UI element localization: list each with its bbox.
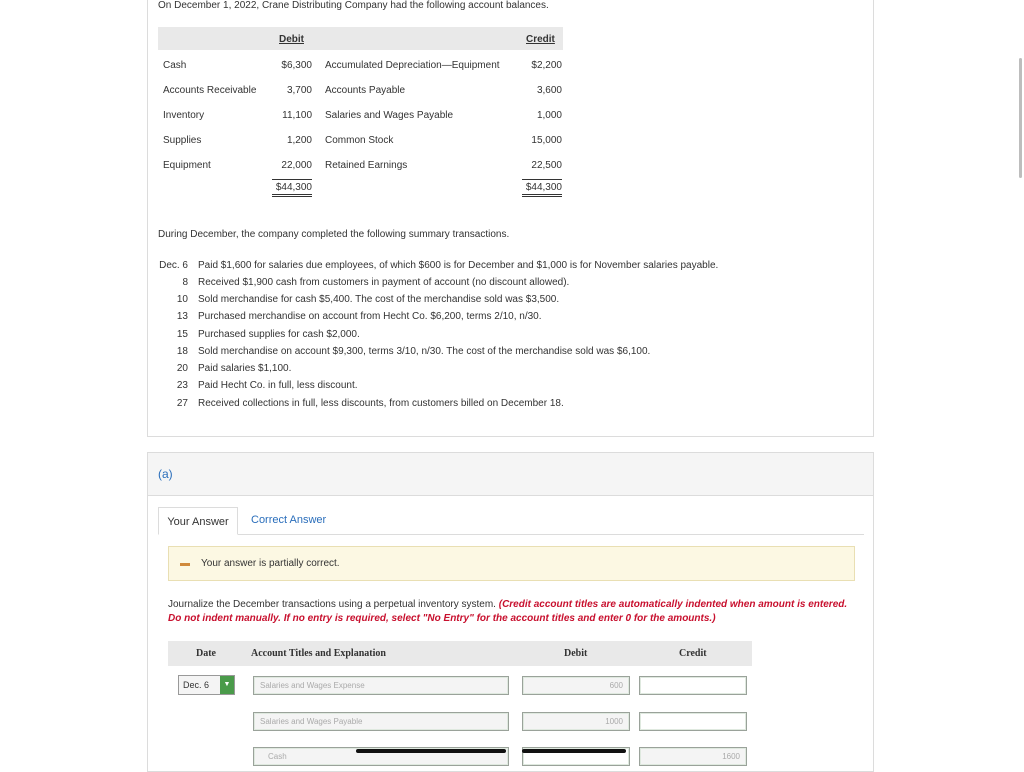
date-column-header: Date [196, 648, 216, 659]
credit-amount: 1,000 [536, 110, 562, 121]
transaction-date: 23 [176, 380, 188, 391]
transactions-intro: During December, the company completed the following summary transactions. [158, 229, 510, 240]
transaction-text: Sold merchandise on account $9,300, terms 3/10, n/30. The cost of the merchandise sold was $6,100. [198, 346, 651, 357]
intro-text: On December 1, 2022, Crane Distributing Company had the following account balances. [158, 0, 549, 11]
debit-input[interactable]: 1000 [522, 712, 630, 731]
feedback-text: Your answer is partially correct. [201, 558, 340, 569]
account-title-input[interactable]: Salaries and Wages Payable [253, 712, 509, 731]
transaction-date: 13 [176, 311, 188, 322]
dropdown-arrow-icon[interactable]: ▼ [220, 676, 234, 694]
transaction-date: 18 [176, 346, 188, 357]
transaction-text: Paid salaries $1,100. [198, 363, 292, 374]
debit-account: Supplies [163, 135, 202, 146]
debit-column-header: Debit [564, 648, 588, 659]
credit-amount: 15,000 [531, 135, 562, 146]
tabs-divider [158, 534, 864, 535]
part-label: (a) [158, 467, 173, 481]
instructions [168, 598, 848, 626]
credit-amount: 3,600 [536, 85, 562, 96]
credit-account: Common Stock [325, 135, 394, 146]
debit-account: Cash [163, 60, 187, 71]
credit-total: $44,300 [522, 179, 562, 197]
debit-total: $44,300 [272, 179, 312, 197]
credit-input[interactable] [639, 712, 747, 731]
transaction-text: Purchased merchandise on account from Hecht Co. $6,200, terms 2/10, n/30. [198, 311, 542, 322]
credit-column-header: Credit [679, 648, 707, 659]
debit-account: Equipment [163, 160, 211, 171]
debit-amount: $6,300 [281, 60, 312, 71]
transaction-text: Received collections in full, less discounts, from customers billed on December 18. [198, 398, 564, 409]
part-header [148, 453, 873, 496]
debit-amount: 22,000 [281, 160, 312, 171]
account-title-input[interactable]: Cash [253, 747, 509, 766]
credit-amount: $2,200 [531, 60, 562, 71]
debit-amount: 3,700 [286, 85, 312, 96]
transaction-date: Dec. 6 [159, 260, 188, 271]
partial-correct-icon [180, 563, 190, 566]
credit-account: Retained Earnings [325, 160, 408, 171]
debit-header: Debit [279, 34, 304, 45]
account-column-header: Account Titles and Explanation [251, 648, 386, 659]
date-select-value: Dec. 6 [183, 680, 210, 690]
account-title-input[interactable]: Salaries and Wages Expense [253, 676, 509, 695]
debit-account: Inventory [163, 110, 205, 121]
transaction-date: 10 [176, 294, 188, 305]
part-a-card [147, 452, 874, 772]
instruction-note: (Credit account titles are automatically indented when amount is entered. Do not indent manually. If no entry is required, select "No Entry" for the account titles and enter 0 for the amounts.) [168, 599, 848, 624]
credit-amount: 22,500 [531, 160, 562, 171]
credit-input[interactable] [639, 676, 747, 695]
transaction-date: 8 [182, 277, 188, 288]
debit-amount: 1,200 [286, 135, 312, 146]
transaction-text: Paid Hecht Co. in full, less discount. [198, 380, 358, 391]
credit-account: Accounts Payable [325, 85, 406, 96]
balance-table-header [158, 27, 563, 50]
debit-amount: 11,100 [282, 110, 312, 121]
transaction-date: 27 [176, 398, 188, 409]
tab-correct-answer[interactable]: Correct Answer [251, 514, 327, 526]
feedback-banner [168, 546, 855, 581]
overlay-bar [356, 749, 506, 753]
overlay-bar [522, 749, 626, 753]
credit-header: Credit [526, 34, 555, 45]
credit-input[interactable]: 1600 [639, 747, 747, 766]
instruction-text: Journalize the December transactions using a perpetual inventory system. [168, 599, 496, 610]
problem-card [147, 0, 874, 437]
transaction-text: Paid $1,600 for salaries due employees, of which $600 is for December and $1,000 is for November salaries payable. [198, 260, 719, 271]
date-select[interactable] [178, 675, 235, 695]
debit-account: Accounts Receivable [163, 85, 257, 96]
transaction-text: Sold merchandise for cash $5,400. The cost of the merchandise sold was $3,500. [198, 294, 560, 305]
credit-account: Accumulated Depreciation—Equipment [325, 60, 500, 71]
credit-account: Salaries and Wages Payable [325, 110, 454, 121]
transaction-date: 15 [176, 329, 188, 340]
journal-header [168, 641, 752, 666]
transaction-date: 20 [176, 363, 188, 374]
tab-your-answer[interactable]: Your Answer [158, 507, 238, 535]
transaction-text: Purchased supplies for cash $2,000. [198, 329, 360, 340]
debit-input[interactable]: 600 [522, 676, 630, 695]
transaction-text: Received $1,900 cash from customers in payment of account (no discount allowed). [198, 277, 570, 288]
page-scrollbar[interactable] [1019, 58, 1022, 178]
